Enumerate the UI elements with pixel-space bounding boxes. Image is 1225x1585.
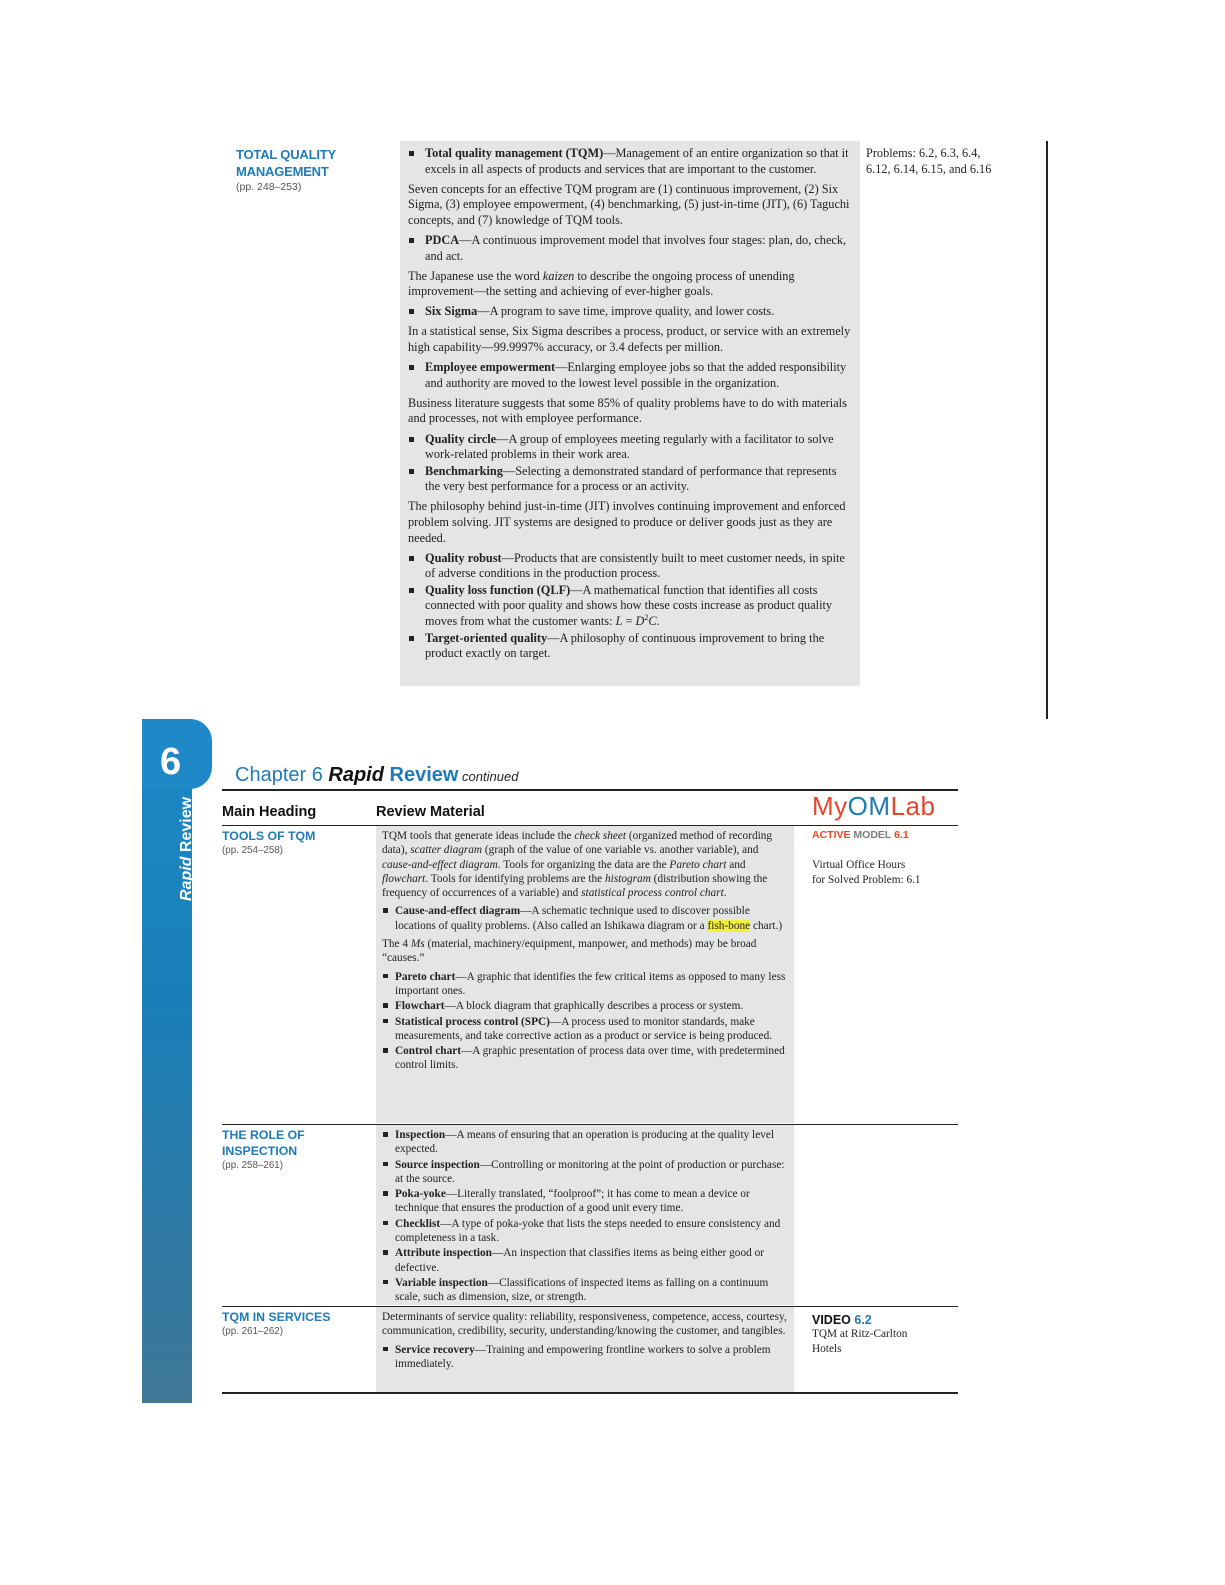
text: MODEL <box>850 829 892 841</box>
heading-line: TOOLS OF TQM <box>222 829 316 843</box>
text: (graph of the value of one variable vs. another variable), and <box>482 844 759 857</box>
resource-line: TQM at Ritz-Carlton <box>812 1328 908 1341</box>
text: The Japanese use the word <box>408 268 543 283</box>
definition: chart.) <box>750 919 783 932</box>
myomlab-resources-tqm <box>866 146 1026 177</box>
chapter-title <box>235 764 518 787</box>
term: Variable inspection <box>395 1276 488 1289</box>
paragraph: Determinants of service quality: reliability, responsiveness, competence, access, courtesy, communication, credibility, security, understanding/knowing the customer, and tangibles. <box>382 1311 787 1338</box>
bullet-item <box>408 464 852 495</box>
chapter-number: 6 <box>160 741 182 783</box>
bullet-item <box>408 304 852 320</box>
resource-line: Hotels <box>812 1342 842 1355</box>
definition: —Classifications of inspected items as falling on a continuum scale, such as dimension, size, or strength. <box>395 1276 769 1304</box>
term: Control chart <box>395 1045 461 1058</box>
heading-line: TQM IN SERVICES <box>222 1310 331 1324</box>
text: 6.2 <box>850 1313 872 1327</box>
text: cause-and-effect diagram <box>382 858 498 871</box>
paragraph: Business literature suggests that some 85% of quality problems have to do with materials and processes, not with employee performance. <box>408 395 847 426</box>
bullet-item <box>382 1044 788 1073</box>
logo-text: OM <box>847 791 891 821</box>
active-model-tag[interactable] <box>812 828 952 842</box>
definition: —A schematic technique used to discover possible locations of quality problems. (Also called an Ishikawa diagram or a <box>395 905 750 932</box>
bullet-item <box>408 146 852 177</box>
text: Review <box>178 796 195 857</box>
term: PDCA <box>425 232 460 247</box>
term: Employee empowerment <box>425 360 556 375</box>
text: Ms <box>410 938 425 951</box>
definition: —Literally translated, “foolproof”; it has come to mean a device or technique that ensures the production of a good unit every time. <box>395 1188 750 1215</box>
text: VIDEO <box>812 1313 851 1327</box>
review-material-tqm <box>400 141 860 686</box>
term: Attribute inspection <box>395 1247 492 1260</box>
formula: D <box>635 614 645 629</box>
term: Service recovery <box>395 1343 475 1356</box>
term: Target-oriented quality <box>425 630 548 645</box>
text: Pareto chart <box>669 858 727 871</box>
main-heading-cell <box>222 1127 372 1172</box>
side-tab-label <box>178 797 196 901</box>
bullet-item <box>382 1343 788 1372</box>
bullet-item <box>408 551 852 582</box>
term: Cause-and-effect diagram <box>395 905 521 918</box>
definition: —Products that are consistently built to meet customer needs, in spite of adverse conditions in the production process. <box>425 550 845 581</box>
resource-line: 6.12, 6.14, 6.15, and 6.16 <box>866 161 992 176</box>
formula: C <box>648 614 657 629</box>
bullet-item <box>408 583 852 630</box>
resource-line: Problems: 6.2, 6.3, 6.4, <box>866 146 981 160</box>
video-tag[interactable] <box>812 1313 952 1327</box>
paragraph: In a statistical sense, Six Sigma describes a process, product, or service with an extremely high capability—99.9997% accuracy, or 3.4 defects per million. <box>408 324 851 355</box>
definition: —A continuous improvement model that involves four stages: plan, do, check, and act. <box>425 232 847 263</box>
text: and <box>726 858 746 871</box>
bullet-item <box>408 631 852 662</box>
definition: —Selecting a demonstrated standard of performance that represents the very best performance for a process or an activity. <box>425 463 837 494</box>
review-material-cell <box>376 1125 794 1305</box>
definition: —A group of employees meeting regularly with a facilitator to solve work-related problems in their work area. <box>425 431 834 462</box>
bullet-item <box>382 970 788 999</box>
term: Statistical process control (SPC) <box>395 1015 550 1028</box>
text: ACTIVE <box>812 829 851 841</box>
page-range: (pp. 248–253) <box>236 181 302 193</box>
bullet-item <box>382 1128 788 1157</box>
page-range: (pp. 258–261) <box>222 1160 284 1171</box>
term: Inspection <box>395 1129 446 1141</box>
paragraph <box>382 937 788 966</box>
text: flowchart <box>382 872 426 885</box>
bullet-item <box>382 999 788 1013</box>
heading-line: TOTAL QUALITY <box>236 147 336 162</box>
term: Source inspection <box>395 1158 480 1171</box>
bullet-item <box>382 1015 788 1044</box>
definition: —Training and empowering frontline workers to solve a problem immediately. <box>395 1343 771 1370</box>
text: scatter diagram <box>410 844 483 857</box>
text: continued <box>458 769 519 784</box>
text: statistical process control chart <box>581 887 724 900</box>
term: Quality robust <box>425 550 502 565</box>
resource-line: Virtual Office Hours <box>812 859 906 872</box>
highlight: fish-bone <box>707 919 751 932</box>
bullet-item <box>382 1187 788 1216</box>
review-material-cell <box>376 826 794 1123</box>
bullet-item <box>382 1158 788 1187</box>
text: . Tools for organizing the data are the <box>497 858 670 871</box>
text: (distribution showing the frequency of occurrences of a variable) and <box>382 872 768 900</box>
column-header-main-heading: Main Heading <box>222 804 317 820</box>
text: The 4 <box>382 938 411 951</box>
term: Total quality management (TQM) <box>425 146 604 160</box>
logo-text: Lab <box>890 791 936 821</box>
definition: —A mathematical function that identifies all costs connected with poor quality and shows how these costs increase as product quality moves from what the customer wants: <box>425 582 833 629</box>
text: histogram <box>605 872 651 885</box>
vertical-rule <box>1046 141 1048 719</box>
logo-text: My <box>812 791 848 821</box>
bullet-item <box>382 1246 788 1275</box>
text: 6.1 <box>891 829 909 841</box>
definition: —A process used to monitor standards, make measurements, and take corrective action as a product or service is being produced. <box>395 1015 773 1042</box>
text: . Tools for identifying problems are the <box>425 872 606 885</box>
column-header-review-material: Review Material <box>376 804 485 820</box>
bullet-item <box>382 904 788 933</box>
heading-line: THE ROLE OF <box>222 1128 305 1142</box>
text: (material, machinery/equipment, manpower, and methods) may be broad “causes.” <box>382 938 757 965</box>
resource-line: for Solved Problem: 6.1 <box>812 873 921 886</box>
bullet-item <box>382 1217 788 1246</box>
text: Rapid <box>328 764 384 786</box>
definition: —A graphic presentation of process data over time, with predetermined control limits. <box>395 1045 785 1072</box>
table-bottom-rule <box>222 1392 958 1394</box>
text: (organized method of recording data), <box>382 830 773 857</box>
term: Flowchart <box>395 1000 445 1013</box>
term: Pareto chart <box>395 970 456 983</box>
text: kaizen <box>542 268 575 283</box>
formula: = <box>622 614 636 629</box>
formula: . <box>656 614 660 629</box>
bullet-item <box>408 432 852 463</box>
text: . <box>723 887 727 900</box>
heading-line: INSPECTION <box>222 1144 298 1158</box>
definition: —Controlling or monitoring at the point of production or purchase: at the source. <box>395 1158 785 1185</box>
text: check sheet <box>574 830 627 842</box>
term: Checklist <box>395 1217 441 1230</box>
definition: —An inspection that classifies items as being either good or defective. <box>395 1247 764 1274</box>
term: Quality circle <box>425 431 497 446</box>
definition: —A graphic that identifies the few critical items as opposed to many less important ones. <box>395 970 786 997</box>
formula: 2 <box>644 612 649 622</box>
bullet-item <box>382 1276 788 1305</box>
bullet-item <box>408 360 852 391</box>
text: to describe the ongoing process of unending improvement—the setting and achieving of ever-higher goals. <box>408 268 795 299</box>
section-heading-tqm <box>236 146 386 194</box>
myomlab-resources-cell <box>812 828 952 887</box>
text: Chapter 6 <box>235 764 329 786</box>
definition: —A means of ensuring that an operation is producing at the quality level expected. <box>395 1129 775 1156</box>
definition: —A block diagram that graphically describes a process or system. <box>444 1000 744 1013</box>
definition: —A type of poka-yoke that lists the steps needed to ensure consistency and completeness in a task. <box>395 1217 781 1245</box>
term: Quality loss function (QLF) <box>425 582 571 597</box>
term: Benchmarking <box>425 463 503 478</box>
definition: —A philosophy of continuous improvement to bring the product exactly on target. <box>425 630 825 661</box>
heading-line: MANAGEMENT <box>236 164 329 179</box>
myomlab-logo <box>812 791 935 822</box>
definition: —Management of an entire organization so that it excels in all aspects of products and services that are important to the customer. <box>425 146 849 176</box>
main-heading-cell <box>222 1309 372 1338</box>
formula: L <box>615 614 623 629</box>
paragraph: The philosophy behind just-in-time (JIT) involves continuing improvement and enforced problem solving. JIT systems are designed to produce or deliver goods just as they are needed. <box>408 499 846 545</box>
term: Poka-yoke <box>395 1188 446 1201</box>
paragraph: Seven concepts for an effective TQM program are (1) continuous improvement, (2) Six Sigma, (3) employee empowerment, (4) benchmarking, (5) just-in-time (JIT), (6) Taguchi concepts, and (7) knowledge of TQM tools. <box>408 181 850 227</box>
page-range: (pp. 261–262) <box>222 1326 284 1337</box>
definition: —A program to save time, improve quality, and lower costs. <box>477 304 775 319</box>
paragraph <box>382 829 788 900</box>
review-material-cell <box>376 1307 794 1392</box>
definition: —Enlarging employee jobs so that the added responsibility and authority are moved to the lowest level possible in the organization. <box>425 360 847 390</box>
text: Rapid <box>178 856 195 901</box>
text: Review <box>383 764 459 786</box>
page-range: (pp. 254–258) <box>222 845 284 856</box>
text: TQM tools that generate ideas include the <box>382 830 575 842</box>
term: Six Sigma <box>425 304 478 319</box>
main-heading-cell <box>222 828 372 857</box>
bullet-item <box>408 233 852 264</box>
paragraph <box>408 269 852 300</box>
myomlab-resources-cell <box>812 1313 952 1356</box>
